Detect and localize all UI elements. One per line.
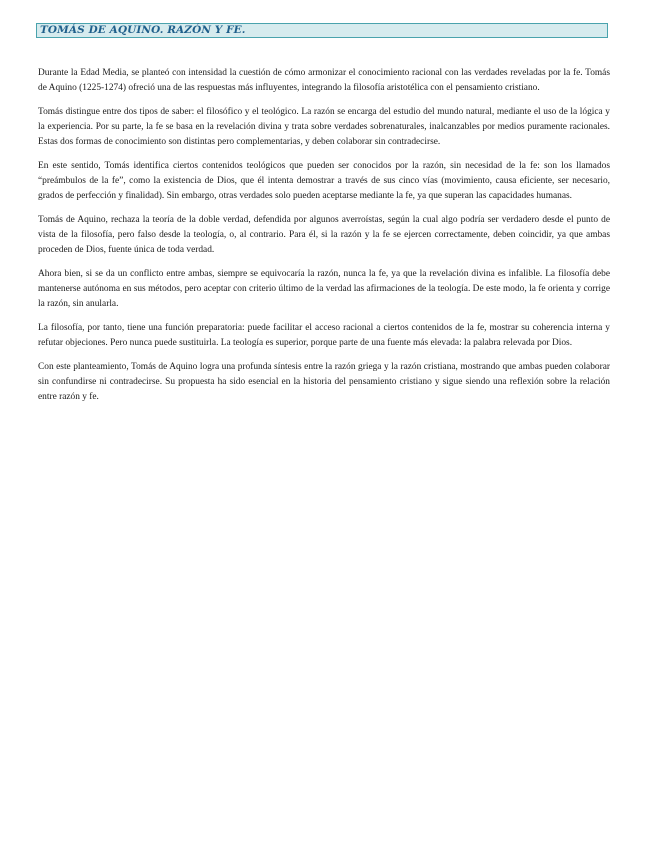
paragraph-5: Ahora bien, si se da un conflicto entre ambas, siempre se equivocaría la razón, nunca la fe, ya que la revelación divina es infalible. La filosofía debe mantenerse autónoma en sus métodos, pero aceptar con criterio último de la verdad las afirmaciones de la teología. De este modo, la fe orienta y corrige la razón, sin anularla.	[38, 269, 610, 309]
paragraph-6: La filosofía, por tanto, tiene una función preparatoria: puede facilitar el acceso racional a ciertos contenidos de la fe, mostrar su coherencia interna y refutar objeciones. Pero nunca puede sustituirla. La teología es superior, porque parte de una fuente más elevada: la palabra relevada por Dios.	[38, 323, 610, 348]
paragraph-1: Durante la Edad Media, se planteó con intensidad la cuestión de cómo armonizar el conocimiento racional con las verdades reveladas por la fe. Tomás de Aquino (1225-1274) ofreció una de las respuestas más influyentes, integrando la filosofía aristotélica con el pensamiento cristiano.	[38, 68, 610, 93]
document-title: TOMÁS DE AQUINO. RAZÓN Y FE.	[40, 24, 246, 37]
title-banner	[36, 23, 608, 38]
paragraph-4: Tomás de Aquino, rechaza la teoría de la doble verdad, defendida por algunos averroístas, según la cual algo podría ser verdadero desde el punto de vista de la filosofía, pero falso desde la teología, o, al contrario. Para él, si la razón y la fe se ejercen correctamente, deben coincidir, ya que ambas proceden de Dios, fuente única de toda verdad.	[38, 215, 610, 255]
document-body	[38, 66, 610, 414]
paragraph-3: En este sentido, Tomás identifica ciertos contenidos teológicos que pueden ser conocidos por la razón, sin necesidad de la fe: son los llamados “preámbulos de la fe”, como la existencia de Dios, que él intenta demostrar a través de sus cinco vías (movimiento, causa eficiente, ser necesario, grados de perfección y finalidad). Sin embargo, otras verdades solo pueden aceptarse mediante la fe, ya que superan las capacidades humanas.	[38, 161, 610, 201]
paragraph-2: Tomás distingue entre dos tipos de saber: el filosófico y el teológico. La razón se encarga del estudio del mundo natural, mediante el uso de la lógica y la experiencia. Por su parte, la fe se basa en la revelación divina y trata sobre verdades sobrenaturales, inalcanzables por medios puramente racionales. Estas dos formas de conocimiento son distintas pero complementarias, y deben colaborar sin contradecirse.	[38, 107, 610, 147]
paragraph-7: Con este planteamiento, Tomás de Aquino logra una profunda síntesis entre la razón griega y la razón cristiana, mostrando que ambas pueden colaborar sin confundirse ni contradecirse. Su propuesta ha sido esencial en la historia del pensamiento cristiano y sigue siendo una reflexión sobre la relación entre razón y fe.	[38, 362, 610, 402]
